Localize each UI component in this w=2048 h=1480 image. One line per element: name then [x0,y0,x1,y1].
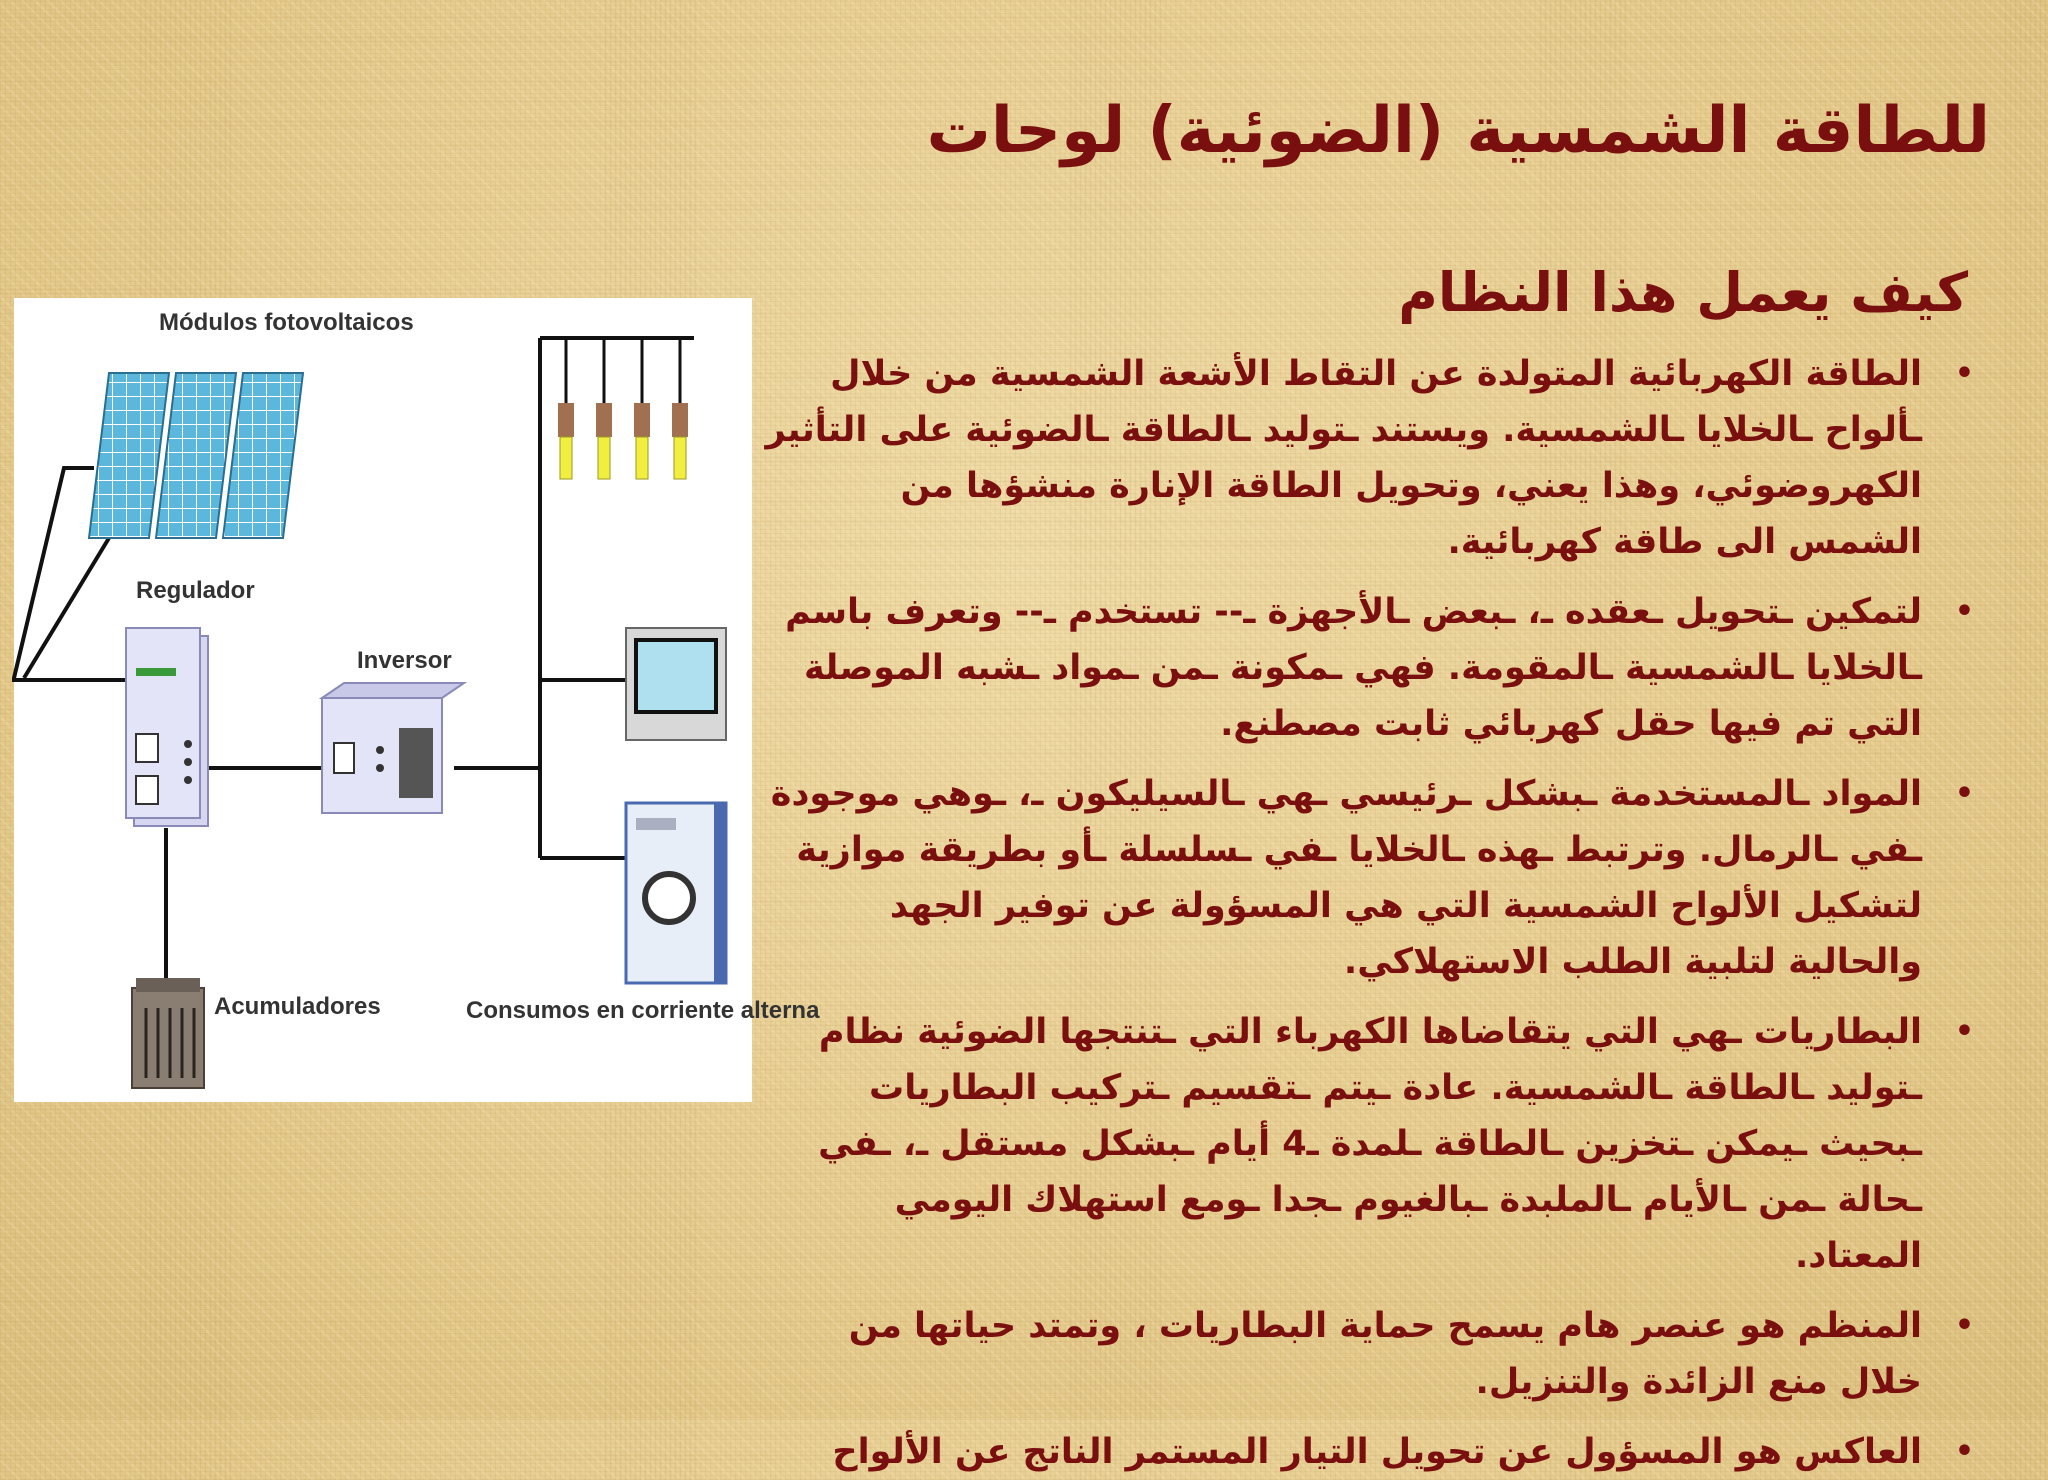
inverter-icon [322,683,464,813]
bullet-text: لتمكين ـتحويل ـعقده ـ، ـبعض ـالأجهزة ـ-- تستخدم ـ-- وتعرف باسم ـالخلايا ـالشمسية ـالمقومة. فهي ـمكونة ـمن ـمواد ـشبه الموصلة التي تم فيها حقل كهربائي ثابت مصطنع. [785,592,1922,744]
bullet-dot: • [1954,356,1974,391]
bullet-dot: • [1954,1014,1974,1049]
bullet-text: الطاقة الكهربائية المتولدة عن التقاط الأشعة الشمسية من خلال ـألواح ـالخلايا ـالشمسية. ويستند ـتوليد ـالطاقة ـالضوئية على التأثير الكهروضوئي، وهذا يعني، وتحويل الطاقة الإنارة منشؤها من الشمس الى طاقة كهربائية. [765,354,1922,562]
slide-title: للطاقة الشمسية (الضوئية) لوحات [926,94,1990,168]
bullet-text: البطاريات ـهي التي يتقاضاها الكهرباء التي ـتنتجها الضوئية نظام ـتوليد ـالطاقة ـالشمسية. عادة ـيتم ـتقسيم ـتركيب البطاريات ـبحيث ـيمكن ـتخزين ـالطاقة ـلمدة ـ4 أيام ـبشكل مستقل ـ، ـفي ـحالة ـمن ـالأيام ـالملبدة ـبالغيوم ـجدا ـومع استهلاك اليومي المعتاد. [818,1012,1922,1276]
bullet-item [756,584,1988,752]
bullet-dot: • [1954,594,1974,629]
battery-icon [132,978,204,1088]
bullet-item [756,1424,1988,1480]
diagram-svg [14,298,820,1102]
television-icon [626,628,726,740]
bullet-dot: • [1954,1308,1974,1343]
bullet-item [756,1004,1988,1284]
bullet-text: المواد ـالمستخدمة ـبشكل ـرئيسي ـهي ـالسيليكون ـ، ـوهي موجودة ـفي ـالرمال. وترتبط ـهذه ـالخلايا ـفي ـسلسلة ـأو بطريقة موازية لتشكيل الألواح الشمسية التي هي المسؤولة عن توفير الجهد والحالية لتلبية الطلب الاستهلاكي. [770,774,1922,982]
label-regulator: Regulador [136,577,255,604]
bullet-text: العاكس هو المسؤول عن تحويل التيار المستمر الناتج عن الألواح [832,1432,1922,1472]
regulator-icon [126,628,208,826]
bullet-dot: • [1954,776,1974,811]
label-consumption: Consumos en corriente alterna [466,997,820,1024]
bullet-item [756,766,1988,990]
bullet-list [756,346,1988,1472]
label-modules: Módulos fotovoltaicos [159,309,414,336]
bullet-dot: • [1954,1434,1974,1469]
washing-machine-icon [626,803,726,983]
label-batteries: Acumuladores [214,993,381,1020]
section-heading: كيف يعمل هذا النظام [1398,261,1968,324]
bullet-item [756,1298,1988,1410]
solar-system-diagram [14,298,820,1102]
bullet-text: المنظم هو عنصر هام يسمح حماية البطاريات ، وتمتد حياتها من خلال منع الزائدة والتنزيل. [848,1306,1922,1402]
light-bulbs-icon [558,338,688,479]
pv-modules-icon [89,373,303,538]
bullet-item [756,346,1988,570]
label-inverter: Inversor [357,647,452,674]
